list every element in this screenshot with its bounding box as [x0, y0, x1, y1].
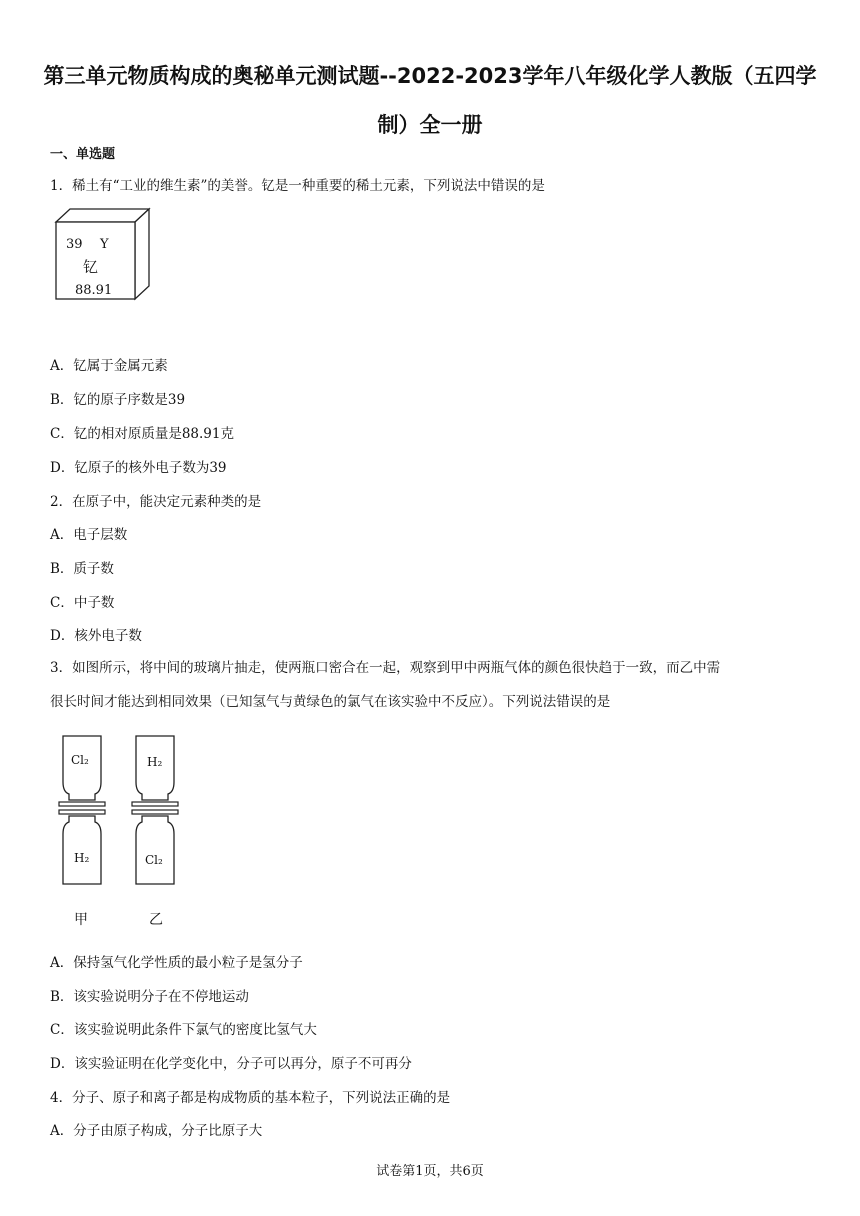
document-title: 第三单元物质构成的奥秘单元测试题--2022-2023学年八年级化学人教版（五四学制）全一册: [43, 64, 817, 137]
question-2-stem: 2．在原子中，能决定元素种类的是: [50, 494, 262, 510]
q2-option-d: D．核外电子数: [50, 628, 142, 644]
q2-option-a: A．电子层数: [50, 527, 128, 543]
q1-option-d: D．钇原子的核外电子数为39: [50, 460, 227, 476]
jia-bottom-gas: H₂: [74, 851, 90, 865]
section-heading: 一、单选题: [50, 147, 116, 162]
question-3-stem-line2: 很长时间才能达到相同效果（已知氢气与黄绿色的氯气在该实验中不反应）。下列说法错误的是: [50, 694, 611, 710]
gas-diffusion-figure: [55, 730, 195, 932]
bottle-pair-jia: [59, 736, 105, 928]
q3-option-b: B．该实验说明分子在不停地运动: [50, 989, 249, 1005]
question-3-stem-line1: 3．如图所示，将中间的玻璃片抽走，使两瓶口密合在一起，观察到甲中两瓶气体的颜色很快趋于一致，而乙中需: [50, 660, 721, 676]
element-symbol: Y: [100, 237, 109, 252]
q1-option-b: B．钇的原子序数是39: [50, 392, 186, 408]
jia-label: 甲: [74, 912, 88, 928]
q1-option-a: A．钇属于金属元素: [50, 358, 168, 374]
question-4-stem: 4．分子、原子和离子都是构成物质的基本粒子，下列说法正确的是: [50, 1090, 451, 1106]
yi-label: 乙: [149, 912, 163, 928]
bottle-pair-yi: [132, 736, 178, 928]
q1-option-c: C．钇的相对原质量是88.91克: [50, 426, 234, 442]
element-card-yttrium: [52, 206, 152, 304]
jia-top-gas: Cl₂: [71, 753, 89, 767]
yi-top-gas: H₂: [147, 755, 163, 769]
q3-option-c: C．该实验说明此条件下氯气的密度比氢气大: [50, 1022, 317, 1038]
q3-option-d: D．该实验证明在化学变化中，分子可以再分，原子不可再分: [50, 1056, 412, 1072]
q2-option-b: B．质子数: [50, 561, 114, 577]
page-footer: 试卷第1页，共6页: [376, 1164, 484, 1179]
yi-bottom-gas: Cl₂: [145, 853, 163, 867]
q2-option-c: C．中子数: [50, 595, 115, 611]
question-1-stem: 1．稀土有“工业的维生素”的美誉。钇是一种重要的稀土元素，下列说法中错误的是: [50, 178, 545, 194]
atomic-number: 39: [66, 237, 83, 252]
q4-option-a: A．分子由原子构成，分子比原子大: [50, 1123, 263, 1139]
atomic-mass: 88.91: [75, 283, 113, 298]
q3-option-a: A．保持氢气化学性质的最小粒子是氢分子: [50, 955, 303, 971]
element-name: 钇: [83, 258, 99, 276]
